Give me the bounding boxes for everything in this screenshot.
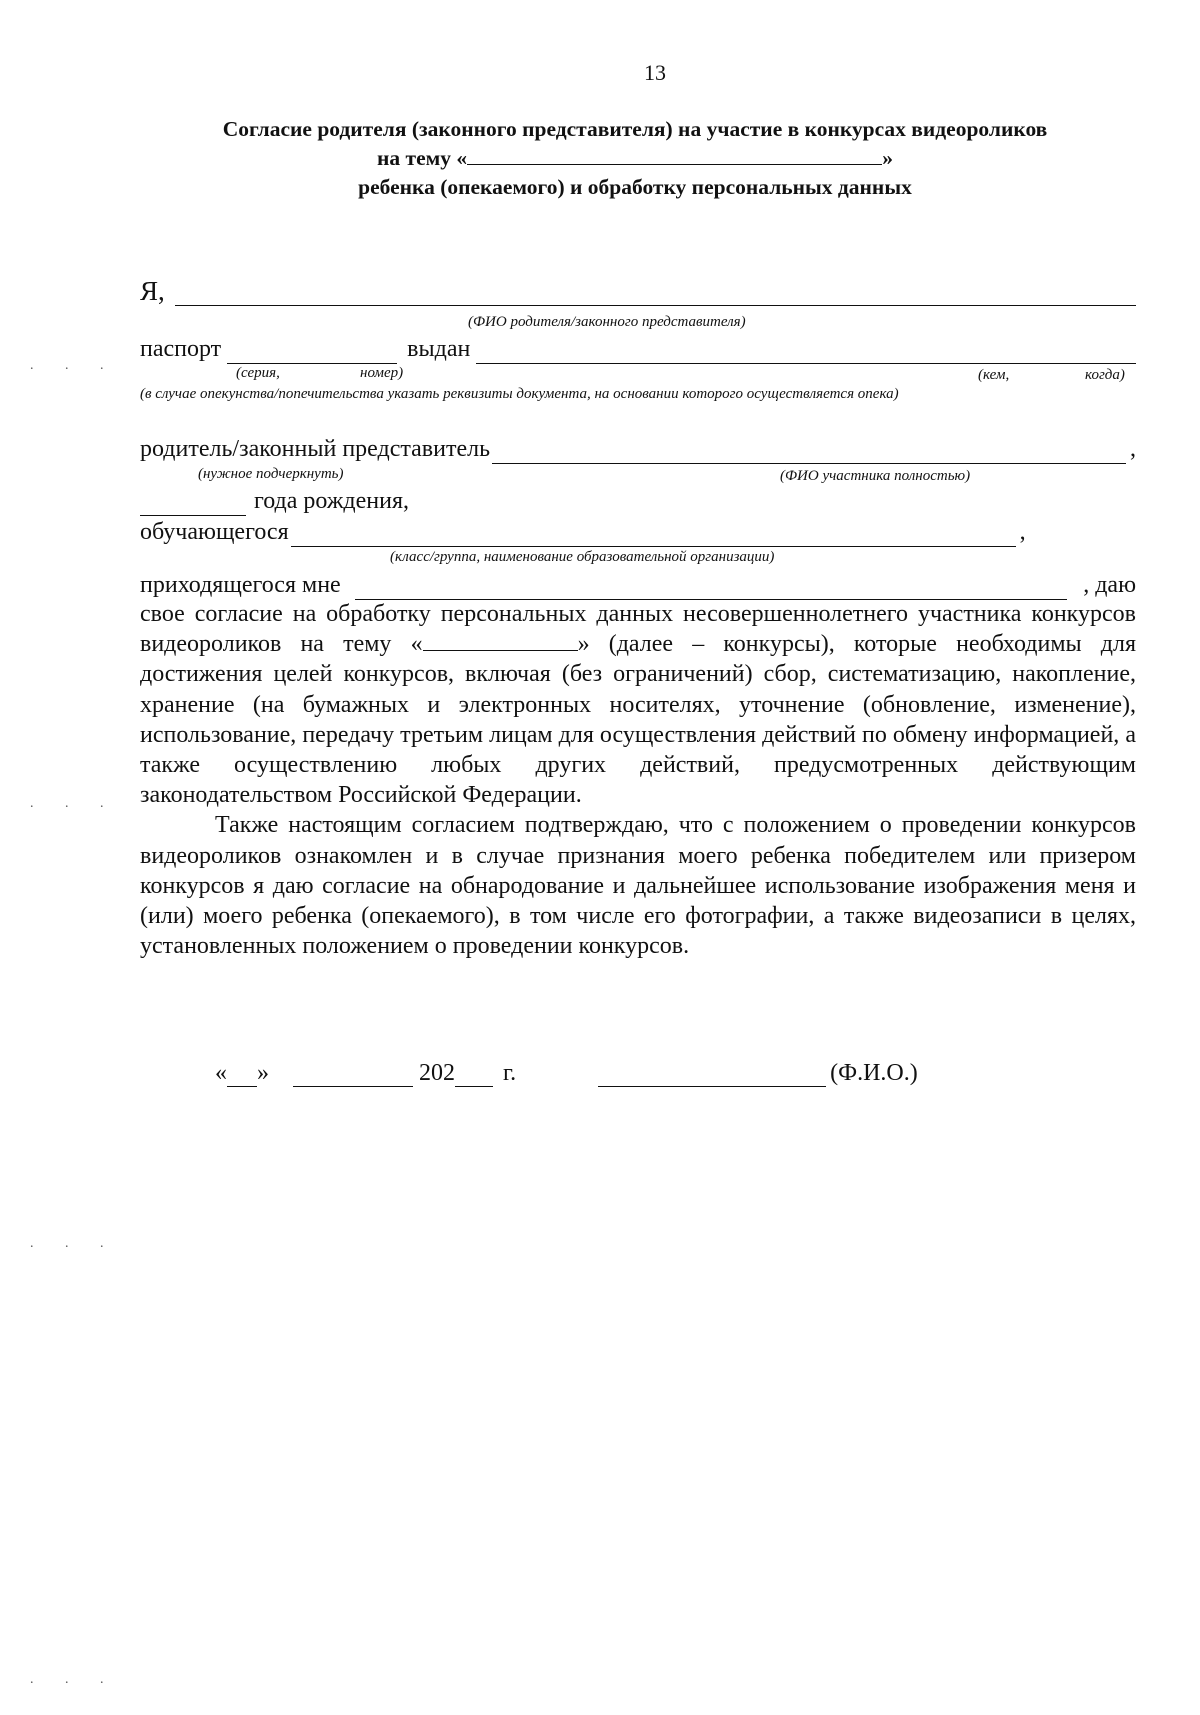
topic-blank-field[interactable] xyxy=(467,146,882,165)
relation-field[interactable] xyxy=(355,575,1068,600)
participant-comma: , xyxy=(1130,436,1136,462)
passport-row xyxy=(140,334,1136,364)
student-label: обучающегося xyxy=(140,519,289,545)
consent-paragraph-2: Также настоящим согласием подтверждаю, что с положением о проведении конкурсов видеороликов ознакомлен и в случае признания моего ребенка победителем или призером конкурсов я даю согласие на обнародование и дальнейшее использование изображения меня и (или) моего ребенка (опекаемого), в том числе его фотографии, а также видеозаписи в целях, установленных положением о проведении конкурсов. xyxy=(140,812,1136,960)
consent-paragraph-1 xyxy=(140,599,1136,810)
class-org-field[interactable] xyxy=(291,522,1016,547)
scan-mark: . . . xyxy=(30,1236,118,1251)
date-close-quote: » xyxy=(257,1060,269,1086)
passport-number-field[interactable] xyxy=(227,339,397,364)
issued-by-field[interactable] xyxy=(476,339,1136,364)
relation-row xyxy=(140,570,1136,600)
year-field[interactable] xyxy=(455,1064,493,1087)
title-line-1: Согласие родителя (законного представителя) на участие в конкурсах видеороликов xyxy=(222,117,1048,141)
parent-name-row xyxy=(140,276,1136,306)
contest-topic-blank[interactable] xyxy=(423,630,578,651)
consent-body xyxy=(140,599,1136,961)
participant-name-hint: (ФИО участника полностью) xyxy=(780,468,971,484)
title-line-3: ребенка (опекаемого) и обработку персональных данных xyxy=(358,175,912,199)
underline-hint: (нужное подчеркнуть) xyxy=(198,466,344,482)
ya-label: Я, xyxy=(140,276,165,306)
relation-label: приходящегося мне xyxy=(140,572,341,598)
scan-mark: . . . xyxy=(30,1672,118,1687)
parent-name-field[interactable] xyxy=(175,281,1136,306)
participant-name-field[interactable] xyxy=(492,439,1126,464)
page-number: 13 xyxy=(644,60,666,85)
when-hint: когда) xyxy=(1085,367,1125,383)
birth-year-field[interactable] xyxy=(140,491,246,516)
title-line-2 xyxy=(140,144,1130,173)
class-org-hint: (класс/группа, наименование образовательной организации) xyxy=(390,549,775,565)
scan-mark: . . . xyxy=(30,796,118,811)
series-hint: (серия, xyxy=(236,365,280,381)
issued-label: выдан xyxy=(407,336,471,362)
signature-field[interactable] xyxy=(598,1064,826,1087)
para1-end: » (далее – конкурсы), которые необходимы для достижения целей конкурсов, включая (без ограничений) сбор, систематизацию, накопление, хранение (на бумажных и электронных носителях, уточнение (обновление, изменение), использование, передачу третьим лицам для осуществления действий по обмену информацией, а также осуществлению любых других действий, предусмотренных действующим законодательством Российской Федерации. xyxy=(140,631,1137,809)
parent-label: родитель/законный представитель xyxy=(140,436,491,462)
title-topic-prefix: на тему « xyxy=(377,146,468,170)
document-title xyxy=(140,115,1130,202)
student-comma: , xyxy=(1019,519,1026,545)
signature-row xyxy=(215,1060,918,1087)
fio-label: (Ф.И.О.) xyxy=(830,1060,918,1086)
relation-suffix: , даю xyxy=(1083,572,1136,598)
participant-row xyxy=(140,434,1136,464)
guardian-hint: (в случае опекунства/попечительства указать реквизиты документа, на основании которого осуществляется опека) xyxy=(140,386,899,402)
by-whom-hint: (кем, xyxy=(978,367,1010,383)
scan-mark: . . . xyxy=(30,358,118,373)
birth-year-label: года рождения, xyxy=(254,488,409,514)
birth-year-row xyxy=(140,486,1136,516)
student-row xyxy=(140,517,1136,547)
parent-name-hint: (ФИО родителя/законного представителя) xyxy=(468,314,746,330)
passport-label: паспорт xyxy=(140,336,222,362)
number-hint: номер) xyxy=(360,365,404,381)
date-open-quote: « xyxy=(215,1060,227,1086)
year-prefix: 202 xyxy=(419,1060,455,1086)
month-field[interactable] xyxy=(293,1064,413,1087)
day-field[interactable] xyxy=(227,1064,257,1087)
year-suffix: г. xyxy=(503,1060,517,1086)
para1-start: свое согласие на обработку персональных данных несовершеннолетнего участника конкурсов видеороликов на тему « xyxy=(140,601,1136,658)
title-topic-suffix: » xyxy=(882,146,893,170)
